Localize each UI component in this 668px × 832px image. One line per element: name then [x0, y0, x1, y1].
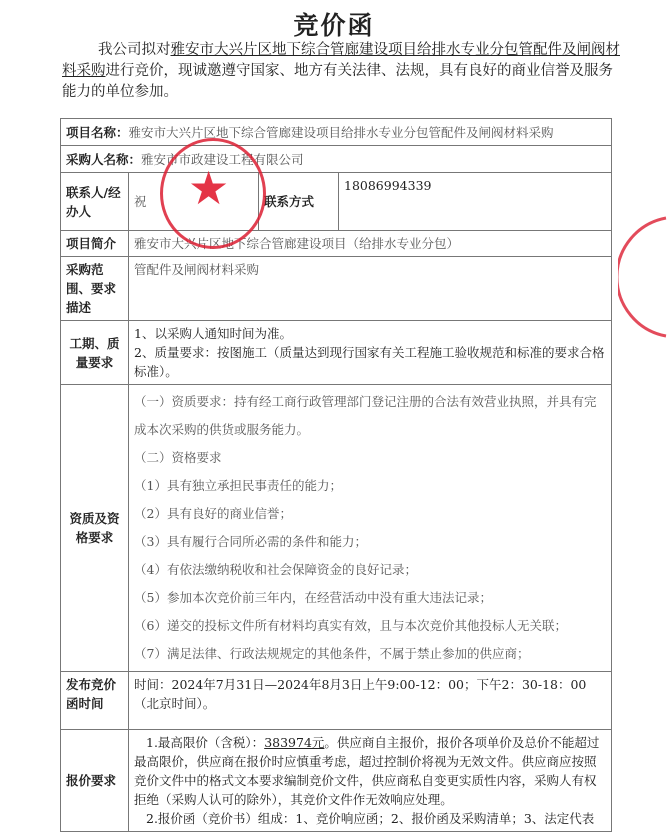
intro-prefix: 我公司拟对 [98, 42, 171, 58]
company-seal-partial [618, 215, 668, 340]
intro-paragraph [62, 40, 622, 103]
max-price: 383974元 [264, 735, 325, 750]
project-name-row: 项目名称：雅安市大兴片区地下综合管廊建设项目给排水专业分包管配件及闸阀材料采购 [61, 119, 612, 146]
brief-label: 项目简介 [61, 231, 129, 257]
time-value: 时间：2024年7月31日—2024年8月3日上午9:00-12：00；下午2：30-18：00（北京时间）。 [129, 672, 612, 730]
scope-label: 采购范围、要求描述 [61, 257, 129, 321]
phone-label: 联系方式 [259, 173, 339, 231]
phone-value: 18086994339 [339, 173, 612, 231]
time-label: 发布竞价函时间 [61, 672, 129, 730]
period-value: 1、以采购人通知时间为准。 2、质量要求：按图施工（质量达到现行国家有关工程施工验收规范和标准的要求合格标准）。 [129, 321, 612, 385]
document-title: 竞价函 [293, 11, 375, 40]
bid-label: 报价要求 [61, 730, 129, 832]
contact-label: 联系人/经办人 [61, 173, 129, 231]
scope-value: 管配件及闸阀材料采购 [129, 257, 612, 321]
qual-label: 资质及资格要求 [61, 385, 129, 672]
brief-value: 雅安市大兴片区地下综合管廊建设项目（给排水专业分包） [129, 231, 612, 257]
bid-value: 1.最高限价（含税）：383974元。供应商自主报价，报价各项单价及总价不能超过最高限价，供应商在报价时应慎重考虑，超过控制价将视为无效文件。供应商应按照竞价文件中的格式文本要求编制竞价文件，供应商私自变更实质性内容，采购人有权拒绝（采购人认可的除外），其竞价文件作无效响应处理。 2.报价函（竞价书）组成：1、竞价响应函；2、报价函及采购清单；3、法定代表 [129, 730, 612, 832]
bid-table [60, 118, 612, 832]
seal-arc [618, 218, 666, 336]
intro-suffix: 进行竞价，现诚邀遵守国家、地方有关法律、法规，具有良好的商业信誉及服务能力的单位参加。 [62, 63, 613, 100]
period-label: 工期、质量要求 [61, 321, 129, 385]
buyer-row: 采购人名称：雅安市市政建设工程有限公司 [61, 146, 612, 173]
qual-value: （一）资质要求：持有经工商行政管理部门登记注册的合法有效营业执照，并具有完成本次采购的供货或服务能力。 （二）资格要求 （1）具有独立承担民事责任的能力； （2）具有良好的商业信誉； （3）具有履行合同所必需的条件和能力； （4）有依法缴纳税收和社会保障资金的良好记录； （5）参加本次竞价前三年内，在经营活动中没有重大违法记录； （6）递交的投标文件所有材料均真实有效，且与本次竞价其他投标人无关联； （7）满足法律、行政法规规定的其他条件，不属于禁止参加的供应商； [129, 385, 612, 672]
contact-value: 祝 [129, 173, 259, 231]
company-seal [160, 138, 266, 249]
star-icon: ★ [188, 161, 230, 215]
intro-project: 雅安市大兴片区地下综合管廊建设项目给排水专业分包管配件及闸阀材料采购 [62, 42, 620, 79]
